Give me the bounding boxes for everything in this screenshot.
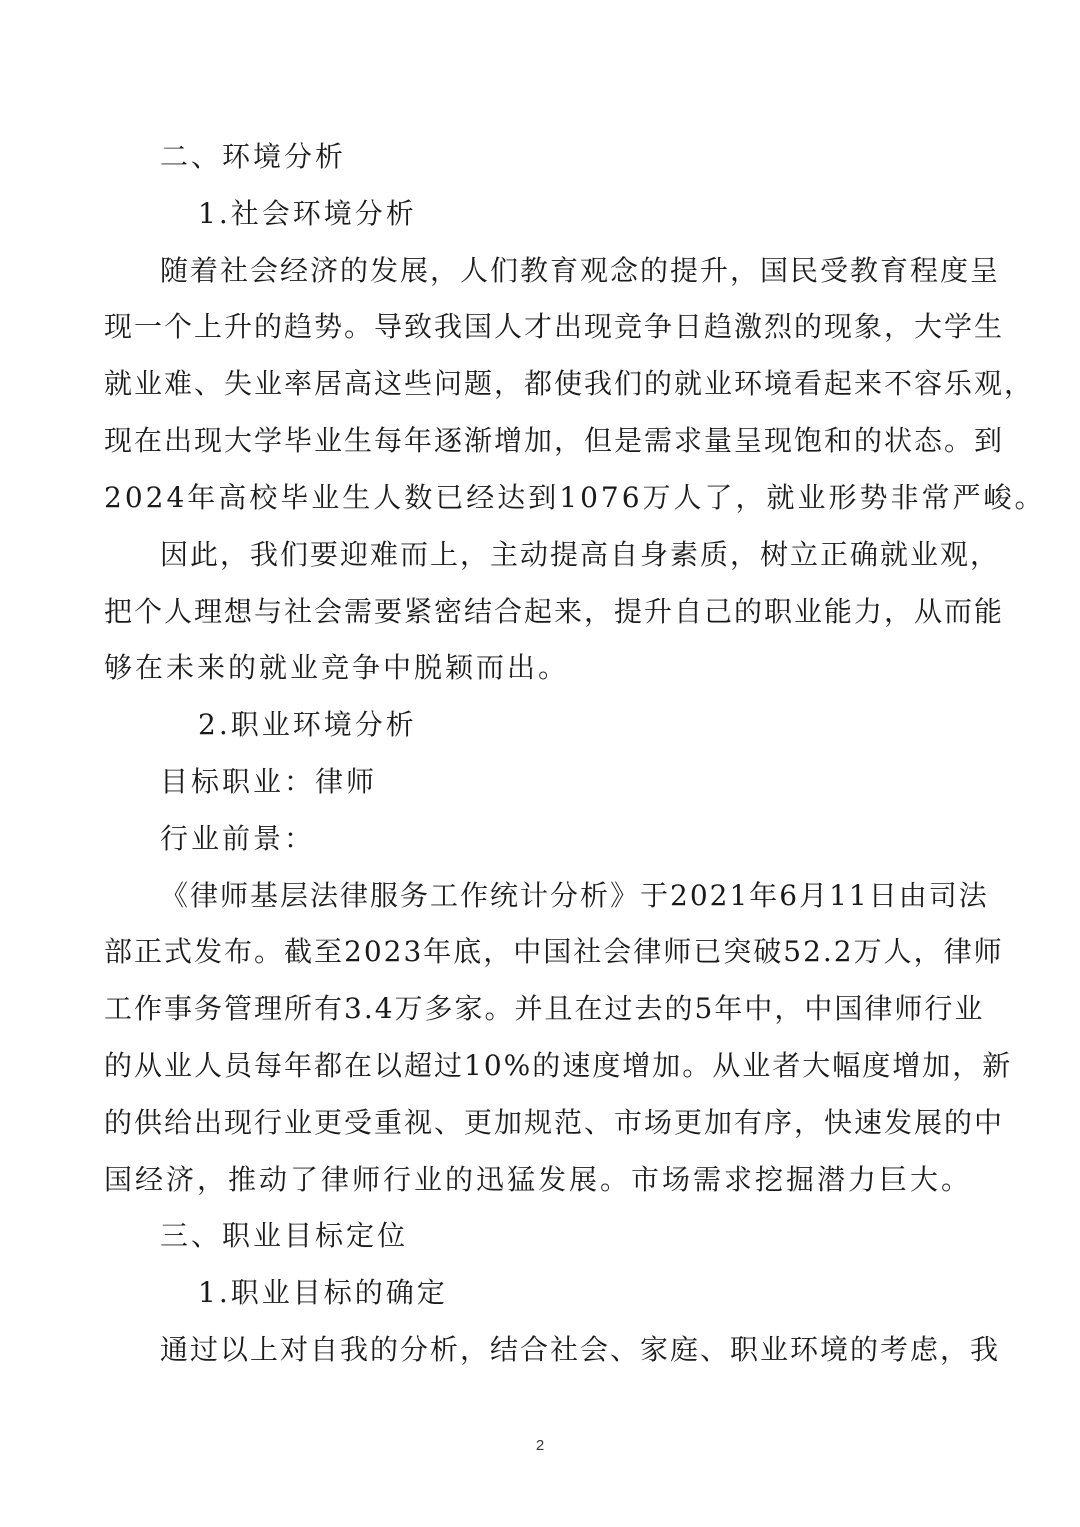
line-text: 的供给出现行业更受重视、更加规范、市场更加有序，快速发展的中 [104, 1106, 1005, 1139]
heading-text: 1.社会环境分析 [198, 197, 417, 230]
line-text: 现在出现大学毕业生每年逐渐增加，但是需求量呈现饱和的状态。到 [104, 424, 1005, 457]
paragraph-line [0, 876, 1080, 916]
heading-text: 二、环境分析 [160, 140, 347, 173]
line-text: 《律师基层法律服务工作统计分析》于2021年6月11日由司法 [160, 879, 989, 912]
paragraph-line [0, 251, 1080, 291]
paragraph-line [0, 932, 1080, 972]
subsection-heading [0, 194, 1080, 234]
line-text: 工作事务管理所有3.4万多家。并且在过去的5年中，中国律师行业 [104, 992, 985, 1025]
heading-text: 1.职业目标的确定 [198, 1276, 448, 1309]
subsection-heading [0, 1273, 1080, 1313]
line-text: 国经济，推动了律师行业的迅猛发展。市场需求挖掘潜力巨大。 [104, 1163, 973, 1196]
line-text: 通过以上对自我的分析，结合社会、家庭、职业环境的考虑，我 [160, 1333, 1001, 1366]
line-text: 目标职业：律师 [160, 765, 378, 798]
page-number: 2 [535, 1437, 545, 1454]
section-heading [0, 137, 1080, 177]
paragraph-line [0, 478, 1080, 518]
line-text: 就业难、失业率居高这些问题，都使我们的就业环境看起来不容乐观， [104, 367, 1035, 400]
line-text: 把个人理想与社会需要紧密结合起来，提升自己的职业能力，从而能 [104, 595, 1005, 628]
paragraph-line [0, 1160, 1080, 1200]
line-text: 的从业人员每年都在以超过10%的速度增加。从业者大幅度增加，新 [104, 1049, 1013, 1082]
paragraph-line [0, 307, 1080, 347]
paragraph-line [0, 648, 1080, 688]
paragraph-line [0, 421, 1080, 461]
paragraph-line [0, 592, 1080, 632]
line-text: 现一个上升的趋势。导致我国人才出现竞争日趋激烈的现象，大学生 [104, 310, 1005, 343]
line-text: 部正式发布。截至2023年底，中国社会律师已突破52.2万人，律师 [104, 935, 1004, 968]
heading-text: 三、职业目标定位 [160, 1219, 409, 1252]
line-text: 2024年高校毕业生人数已经达到1076万人了，就业形势非常严峻。 [104, 481, 1046, 514]
paragraph-line [0, 1103, 1080, 1143]
subsection-heading [0, 705, 1080, 745]
heading-text: 2.职业环境分析 [198, 708, 417, 741]
paragraph-line [0, 1046, 1080, 1086]
line-text: 够在未来的就业竞争中脱颖而出。 [104, 651, 570, 684]
paragraph-line [0, 535, 1080, 575]
paragraph-line [0, 762, 1080, 802]
paragraph-line [0, 989, 1080, 1029]
line-text: 行业前景： [160, 822, 316, 855]
paragraph-line [0, 1330, 1080, 1370]
section-heading [0, 1216, 1080, 1256]
paragraph-line [0, 364, 1080, 404]
line-text: 随着社会经济的发展，人们教育观念的提升，国民受教育程度呈 [160, 254, 1001, 287]
line-text: 因此，我们要迎难而上，主动提高自身素质，树立正确就业观， [160, 538, 1001, 571]
paragraph-line [0, 819, 1080, 859]
